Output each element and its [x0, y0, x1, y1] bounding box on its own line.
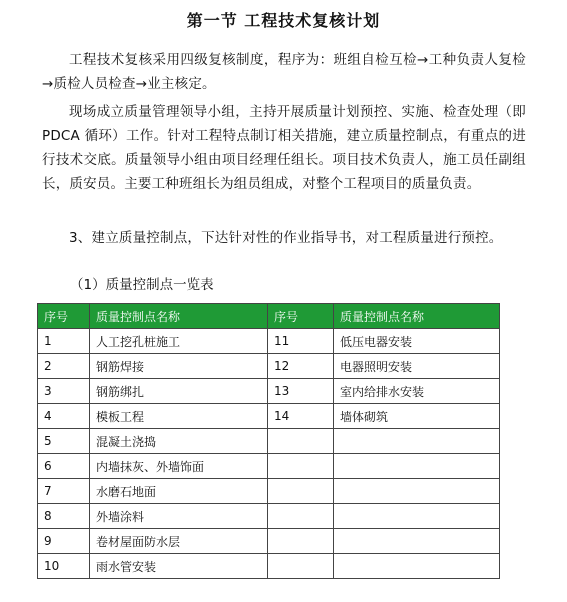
cell-serial: 4: [38, 404, 90, 429]
cell-name: 钢筋绑扎: [90, 379, 268, 404]
cell-serial: 8: [38, 504, 90, 529]
cell-serial: 13: [268, 379, 334, 404]
cell-serial: [268, 479, 334, 504]
cell-serial: 7: [38, 479, 90, 504]
cell-name: 墙体砌筑: [334, 404, 500, 429]
cell-serial: 5: [38, 429, 90, 454]
table-row: [38, 554, 500, 579]
cell-serial: [268, 429, 334, 454]
cell-name: [334, 479, 500, 504]
table-caption: （1）质量控制点一览表: [70, 277, 214, 293]
cell-name: 低压电器安装: [334, 329, 500, 354]
header-name-left: 质量控制点名称: [90, 304, 268, 329]
cell-name: 模板工程: [90, 404, 268, 429]
cell-name: [334, 429, 500, 454]
cell-name: 混凝土浇捣: [90, 429, 268, 454]
cell-name: [334, 554, 500, 579]
cell-name: 钢筋焊接: [90, 354, 268, 379]
cell-name: 人工挖孔桩施工: [90, 329, 268, 354]
quality-control-table: [37, 303, 500, 579]
paragraph-control-points: 3、建立质量控制点，下达针对性的作业指导书，对工程质量进行预控。: [69, 230, 503, 246]
paragraph-review-procedure: 工程技术复核采用四级复核制度，程序为：班组自检互检→工种负责人复检→质检人员检查→业主核定。: [42, 52, 526, 92]
header-serial-left: 序号: [38, 304, 90, 329]
header-name-right: 质量控制点名称: [334, 304, 500, 329]
table-row: [38, 529, 500, 554]
table-row: [38, 354, 500, 379]
cell-name: 水磨石地面: [90, 479, 268, 504]
cell-name: 外墙涂料: [90, 504, 268, 529]
section-title: 第一节 工程技术复核计划: [186, 11, 381, 30]
cell-name: 室内给排水安装: [334, 379, 500, 404]
cell-name: 卷材屋面防水层: [90, 529, 268, 554]
cell-serial: 3: [38, 379, 90, 404]
table-header-row: [38, 304, 500, 329]
cell-name: [334, 504, 500, 529]
cell-serial: [268, 529, 334, 554]
header-serial-right: 序号: [268, 304, 334, 329]
table-row: [38, 379, 500, 404]
cell-name: 内墙抹灰、外墙饰面: [90, 454, 268, 479]
cell-serial: 9: [38, 529, 90, 554]
paragraph-quality-group: 现场成立质量管理领导小组，主持开展质量计划预控、实施、检查处理（即 PDCA 循环）工作。针对工程特点制订相关措施，建立质量控制点，有重点的进行技术交底。质量领导小组由项目经理任组长。项目技术负责人，施工员任副组长，质安员。主要工种班组长为组员组成，对整个工程项目的质量负责。: [42, 104, 526, 192]
table-row: [38, 504, 500, 529]
cell-serial: 10: [38, 554, 90, 579]
cell-serial: 14: [268, 404, 334, 429]
cell-serial: [268, 504, 334, 529]
cell-serial: [268, 554, 334, 579]
cell-name: 雨水管安装: [90, 554, 268, 579]
cell-name: [334, 454, 500, 479]
table-row: [38, 329, 500, 354]
table-row: [38, 429, 500, 454]
table-row: [38, 404, 500, 429]
table-row: [38, 454, 500, 479]
cell-serial: 12: [268, 354, 334, 379]
cell-serial: 1: [38, 329, 90, 354]
cell-serial: 2: [38, 354, 90, 379]
cell-name: 电器照明安装: [334, 354, 500, 379]
table-row: [38, 479, 500, 504]
cell-serial: 11: [268, 329, 334, 354]
cell-name: [334, 529, 500, 554]
cell-serial: [268, 454, 334, 479]
cell-serial: 6: [38, 454, 90, 479]
